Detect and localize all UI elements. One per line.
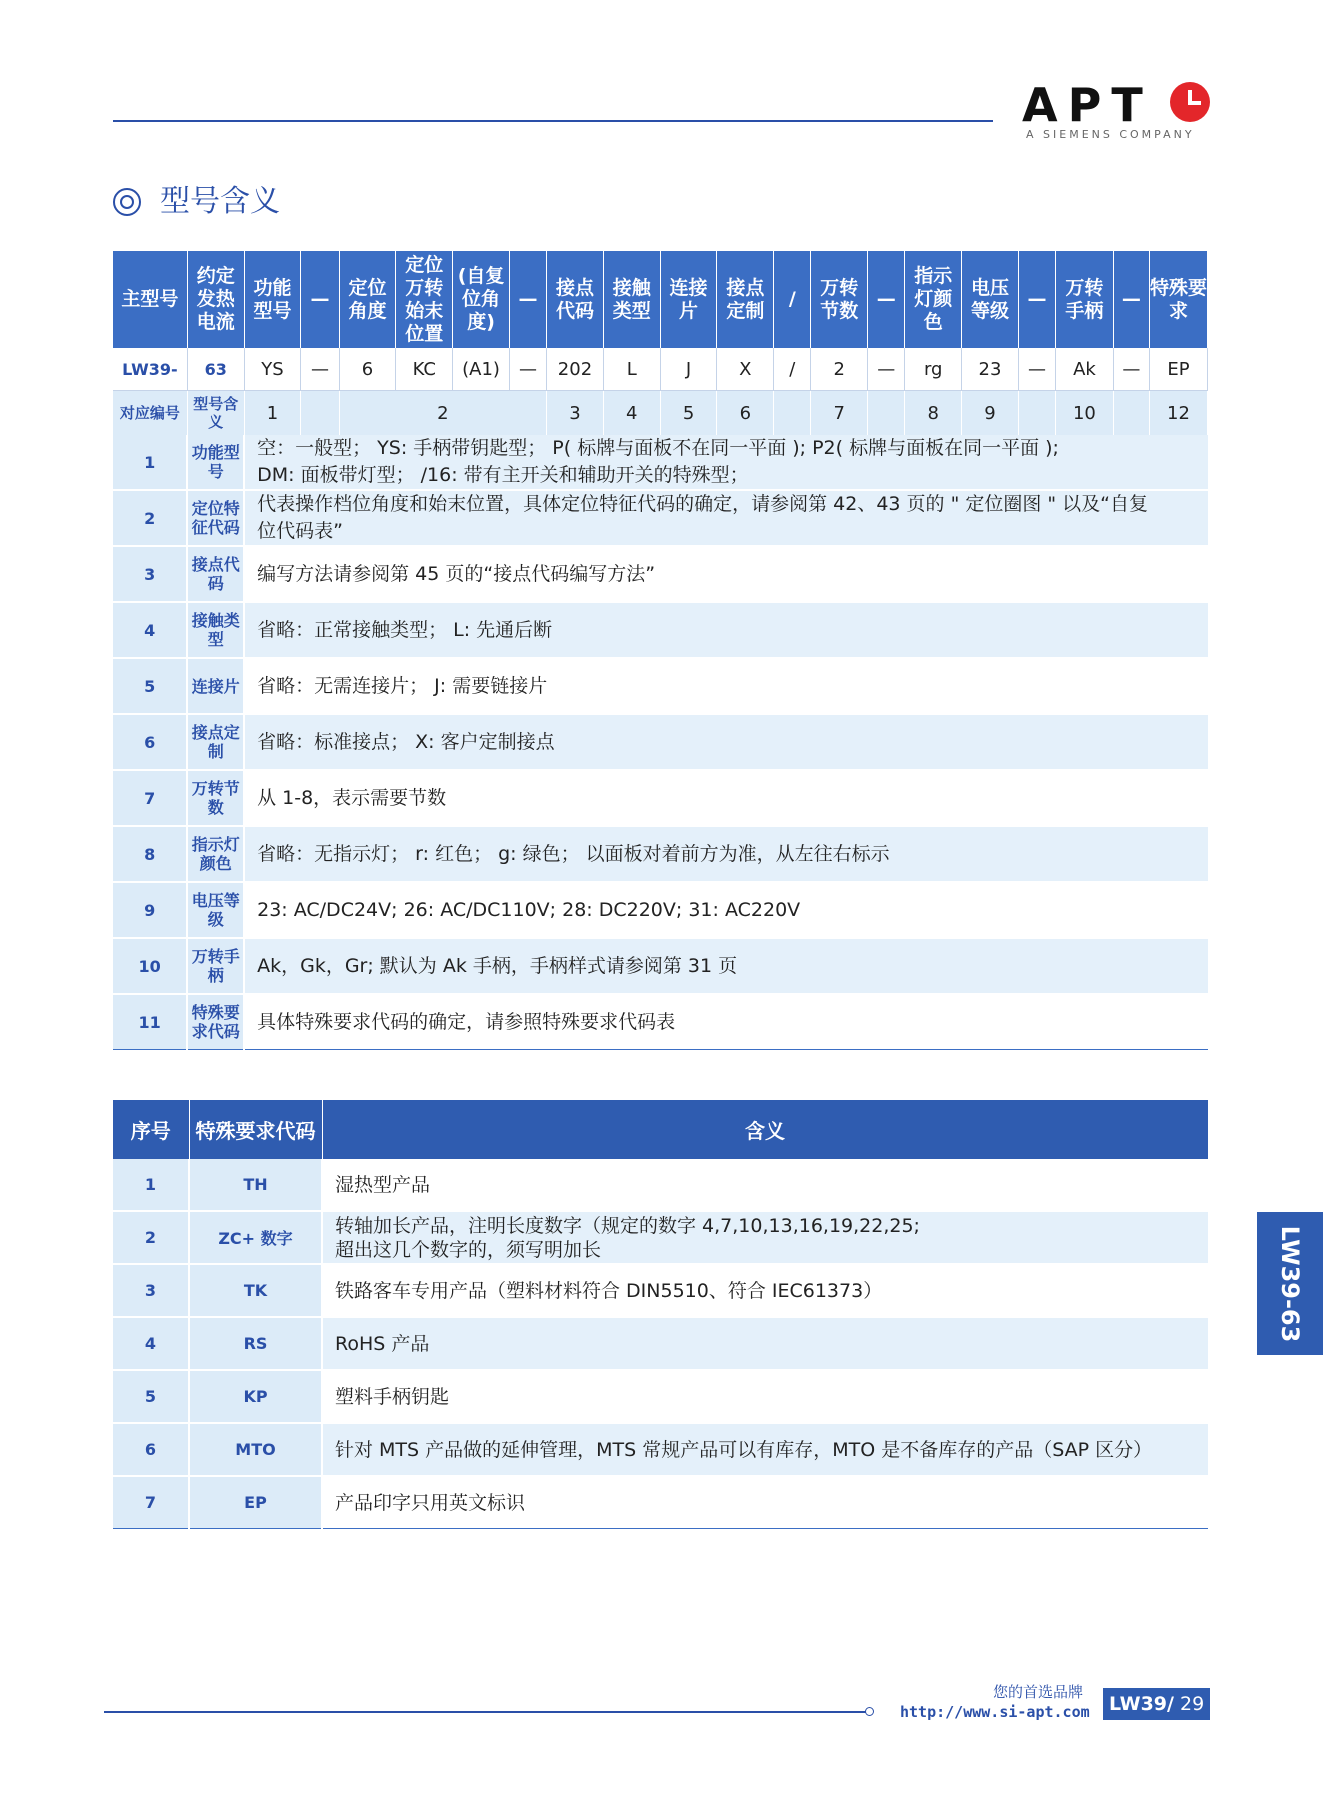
meaning-row xyxy=(113,714,1208,770)
row-number: 6 xyxy=(113,1423,189,1476)
special-header-row xyxy=(113,1100,1208,1159)
row-name: 万转手柄 xyxy=(187,938,244,994)
code-cell: 6 xyxy=(339,348,396,391)
row-number: 2 xyxy=(113,1211,189,1264)
row-name: 指示灯颜色 xyxy=(187,826,244,882)
model-meaning-table xyxy=(113,251,1208,1050)
header-cell: 定位万转始末位置 xyxy=(396,251,453,348)
code-cell: Ak xyxy=(1056,348,1114,391)
row-number: 5 xyxy=(113,1370,189,1423)
row-number: 7 xyxy=(113,770,187,826)
row-text: 省略：无需连接片； J: 需要链接片 xyxy=(244,658,1207,714)
row-name: 接点代码 xyxy=(187,546,244,602)
code-cell: EP xyxy=(1149,348,1207,391)
model-header-row xyxy=(113,251,1208,348)
index-meaning-label: 型号含义 xyxy=(187,391,244,436)
header-cell: 指示灯颜色 xyxy=(905,251,962,348)
index-spacer xyxy=(301,391,339,436)
code-cell: / xyxy=(774,348,811,391)
code-cell: KC xyxy=(396,348,453,391)
code-cell: — xyxy=(1018,348,1055,391)
meaning-text: 铁路客车专用产品（塑料材料符合 DIN5510、符合 IEC61373） xyxy=(322,1264,1208,1317)
code-cell: — xyxy=(1113,348,1149,391)
index-cell: 10 xyxy=(1056,391,1114,436)
meaning-text: 塑料手柄钥匙 xyxy=(322,1370,1208,1423)
row-number: 3 xyxy=(113,546,187,602)
code-cell: J xyxy=(660,348,717,391)
special-code: KP xyxy=(189,1370,322,1423)
header-cell: 万转手柄 xyxy=(1056,251,1114,348)
index-cell: 4 xyxy=(603,391,660,436)
text-line: 空：一般型； YS: 手柄带钥匙型； P( 标牌与面板不在同一平面 ); P2( 标牌与面板在同一平面 ); xyxy=(257,437,1059,459)
special-code: ZC+ 数字 xyxy=(189,1211,322,1264)
row-text: 省略：正常接触类型； L: 先通后断 xyxy=(244,602,1207,658)
table-row xyxy=(113,1370,1208,1423)
header-cell: 定位角度 xyxy=(339,251,396,348)
row-text xyxy=(244,490,1207,546)
special-requirements-table xyxy=(113,1100,1209,1529)
row-text: 具体特殊要求代码的确定，请参照特殊要求代码表 xyxy=(244,994,1207,1050)
meaning-text xyxy=(322,1211,1208,1264)
index-cell: 3 xyxy=(547,391,604,436)
row-number: 2 xyxy=(113,490,187,546)
meaning-text: RoHS 产品 xyxy=(322,1317,1208,1370)
row-number: 6 xyxy=(113,714,187,770)
meaning-row xyxy=(113,490,1208,546)
row-text: Ak，Gk，Gr; 默认为 Ak 手柄，手柄样式请参阅第 31 页 xyxy=(244,938,1207,994)
text-line: DM: 面板带灯型； /16: 带有主开关和辅助开关的特殊型； xyxy=(257,464,749,486)
code-cell: — xyxy=(868,348,905,391)
code-cell: — xyxy=(509,348,546,391)
section-title: 型号含义 xyxy=(160,184,280,219)
index-cell: 1 xyxy=(244,391,301,436)
apt-logo xyxy=(1022,80,1153,130)
row-name: 万转节数 xyxy=(187,770,244,826)
index-row xyxy=(113,391,1208,436)
index-spacer xyxy=(868,391,905,436)
text-line: 代表操作档位角度和始末位置，具体定位特征代码的确定，请参阅第 42、43 页的 " 定位圈图 " 以及“自复 xyxy=(257,493,1149,515)
header-cell: 约定发热电流 xyxy=(187,251,244,348)
row-number: 7 xyxy=(113,1476,189,1529)
logo-text: APT xyxy=(1022,78,1153,132)
meaning-row xyxy=(113,602,1208,658)
meaning-row xyxy=(113,882,1208,938)
header-cell: — xyxy=(868,251,905,348)
row-text: 23: AC/DC24V; 26: AC/DC110V; 28: DC220V; 31: AC220V xyxy=(244,882,1207,938)
footer-rule xyxy=(104,1711,866,1713)
header-cell: 特殊要求代码 xyxy=(189,1100,322,1159)
code-cell: YS xyxy=(244,348,301,391)
code-cell: — xyxy=(301,348,339,391)
row-number: 1 xyxy=(113,1159,189,1211)
header-cell: 电压等级 xyxy=(962,251,1019,348)
header-cell: 接点定制 xyxy=(717,251,774,348)
code-cell: L xyxy=(603,348,660,391)
header-cell: — xyxy=(1018,251,1055,348)
logo-subtitle: A SIEMENS COMPANY xyxy=(1026,128,1195,141)
code-cell: 23 xyxy=(962,348,1019,391)
table-row xyxy=(113,1476,1208,1529)
index-spacer xyxy=(1018,391,1055,436)
row-number: 10 xyxy=(113,938,187,994)
special-code: MTO xyxy=(189,1423,322,1476)
series-label: LW39/ xyxy=(1109,1693,1174,1715)
meaning-row xyxy=(113,826,1208,882)
page-number-badge xyxy=(1103,1688,1210,1720)
header-cell: 万转节数 xyxy=(811,251,868,348)
code-cell: (A1) xyxy=(453,348,510,391)
index-cell: 12 xyxy=(1149,391,1207,436)
table-row xyxy=(113,1423,1208,1476)
meaning-row xyxy=(113,658,1208,714)
row-number: 3 xyxy=(113,1264,189,1317)
row-text: 省略：无指示灯； r: 红色； g: 绿色； 以面板对着前方为准，从左往右标示 xyxy=(244,826,1207,882)
index-cell: 7 xyxy=(811,391,868,436)
header-cell: — xyxy=(1113,251,1149,348)
side-section-tab xyxy=(1257,1212,1323,1355)
header-cell: — xyxy=(301,251,339,348)
row-text: 编写方法请参阅第 45 页的“接点代码编写方法” xyxy=(244,546,1207,602)
row-number: 1 xyxy=(113,435,187,490)
row-number: 11 xyxy=(113,994,187,1050)
header-cell: 接触类型 xyxy=(603,251,660,348)
row-name: 接触类型 xyxy=(187,602,244,658)
table-row xyxy=(113,1211,1208,1264)
index-cell: 9 xyxy=(962,391,1019,436)
row-name: 定位特征代码 xyxy=(187,490,244,546)
row-number: 4 xyxy=(113,1317,189,1370)
index-cell: 5 xyxy=(660,391,717,436)
meaning-row xyxy=(113,994,1208,1050)
meaning-row xyxy=(113,435,1208,490)
row-number: 9 xyxy=(113,882,187,938)
logo-clock-icon xyxy=(1170,82,1210,122)
code-cell: 202 xyxy=(547,348,604,391)
text-line: 超出这几个数字的，须写明加长 xyxy=(335,1238,602,1261)
side-tab-label: LW39-63 xyxy=(1276,1225,1304,1342)
table-row xyxy=(113,1317,1208,1370)
footer-url-link[interactable]: http://www.si-apt.com xyxy=(900,1703,1090,1721)
model-code-row xyxy=(113,348,1208,391)
row-name: 连接片 xyxy=(187,658,244,714)
table-row xyxy=(113,1159,1208,1211)
header-cell: 含义 xyxy=(322,1100,1208,1159)
header-cell: 接点代码 xyxy=(547,251,604,348)
index-spacer xyxy=(774,391,811,436)
row-number: 4 xyxy=(113,602,187,658)
special-code: RS xyxy=(189,1317,322,1370)
row-name: 电压等级 xyxy=(187,882,244,938)
meaning-text: 针对 MTS 产品做的延伸管理，MTS 常规产品可以有库存，MTO 是不备库存的产品（SAP 区分） xyxy=(322,1423,1208,1476)
meaning-text: 湿热型产品 xyxy=(322,1159,1208,1211)
header-cell: — xyxy=(509,251,546,348)
header-cell: 主型号 xyxy=(113,251,187,348)
header-cell: 特殊要求 xyxy=(1149,251,1207,348)
row-text: 省略：标准接点； X: 客户定制接点 xyxy=(244,714,1207,770)
row-number: 5 xyxy=(113,658,187,714)
row-name: 接点定制 xyxy=(187,714,244,770)
text-line: 转轴加长产品，注明长度数字（规定的数字 4,7,10,13,16,19,22,25; xyxy=(335,1214,920,1237)
footer-slogan: 您的首选品牌 xyxy=(993,1683,1084,1701)
row-name: 特殊要求代码 xyxy=(187,994,244,1050)
index-cell: 6 xyxy=(717,391,774,436)
special-code: EP xyxy=(189,1476,322,1529)
index-cell: 2 xyxy=(339,391,547,436)
table-row xyxy=(113,1264,1208,1317)
header-cell: 序号 xyxy=(113,1100,189,1159)
header-cell: / xyxy=(774,251,811,348)
footer-dot-icon xyxy=(865,1707,874,1716)
row-text xyxy=(244,435,1207,490)
index-cell: 8 xyxy=(905,391,962,436)
special-code: TH xyxy=(189,1159,322,1211)
special-code: TK xyxy=(189,1264,322,1317)
meaning-row xyxy=(113,770,1208,826)
code-cell: 63 xyxy=(187,348,244,391)
page-number: 29 xyxy=(1180,1693,1205,1715)
row-name: 功能型号 xyxy=(187,435,244,490)
row-text: 从 1-8，表示需要节数 xyxy=(244,770,1207,826)
header-cell: (自复位角度) xyxy=(453,251,510,348)
index-spacer xyxy=(1113,391,1149,436)
header-rule xyxy=(113,120,993,122)
target-circle-icon xyxy=(113,188,141,216)
code-cell: LW39- xyxy=(113,348,187,391)
row-number: 8 xyxy=(113,826,187,882)
meaning-row xyxy=(113,938,1208,994)
text-line: 位代码表” xyxy=(257,520,343,542)
header-cell: 连接片 xyxy=(660,251,717,348)
meaning-text: 产品印字只用英文标识 xyxy=(322,1476,1208,1529)
code-cell: rg xyxy=(905,348,962,391)
code-cell: X xyxy=(717,348,774,391)
code-cell: 2 xyxy=(811,348,868,391)
meaning-row xyxy=(113,546,1208,602)
index-label: 对应编号 xyxy=(113,391,187,436)
header-cell: 功能型号 xyxy=(244,251,301,348)
